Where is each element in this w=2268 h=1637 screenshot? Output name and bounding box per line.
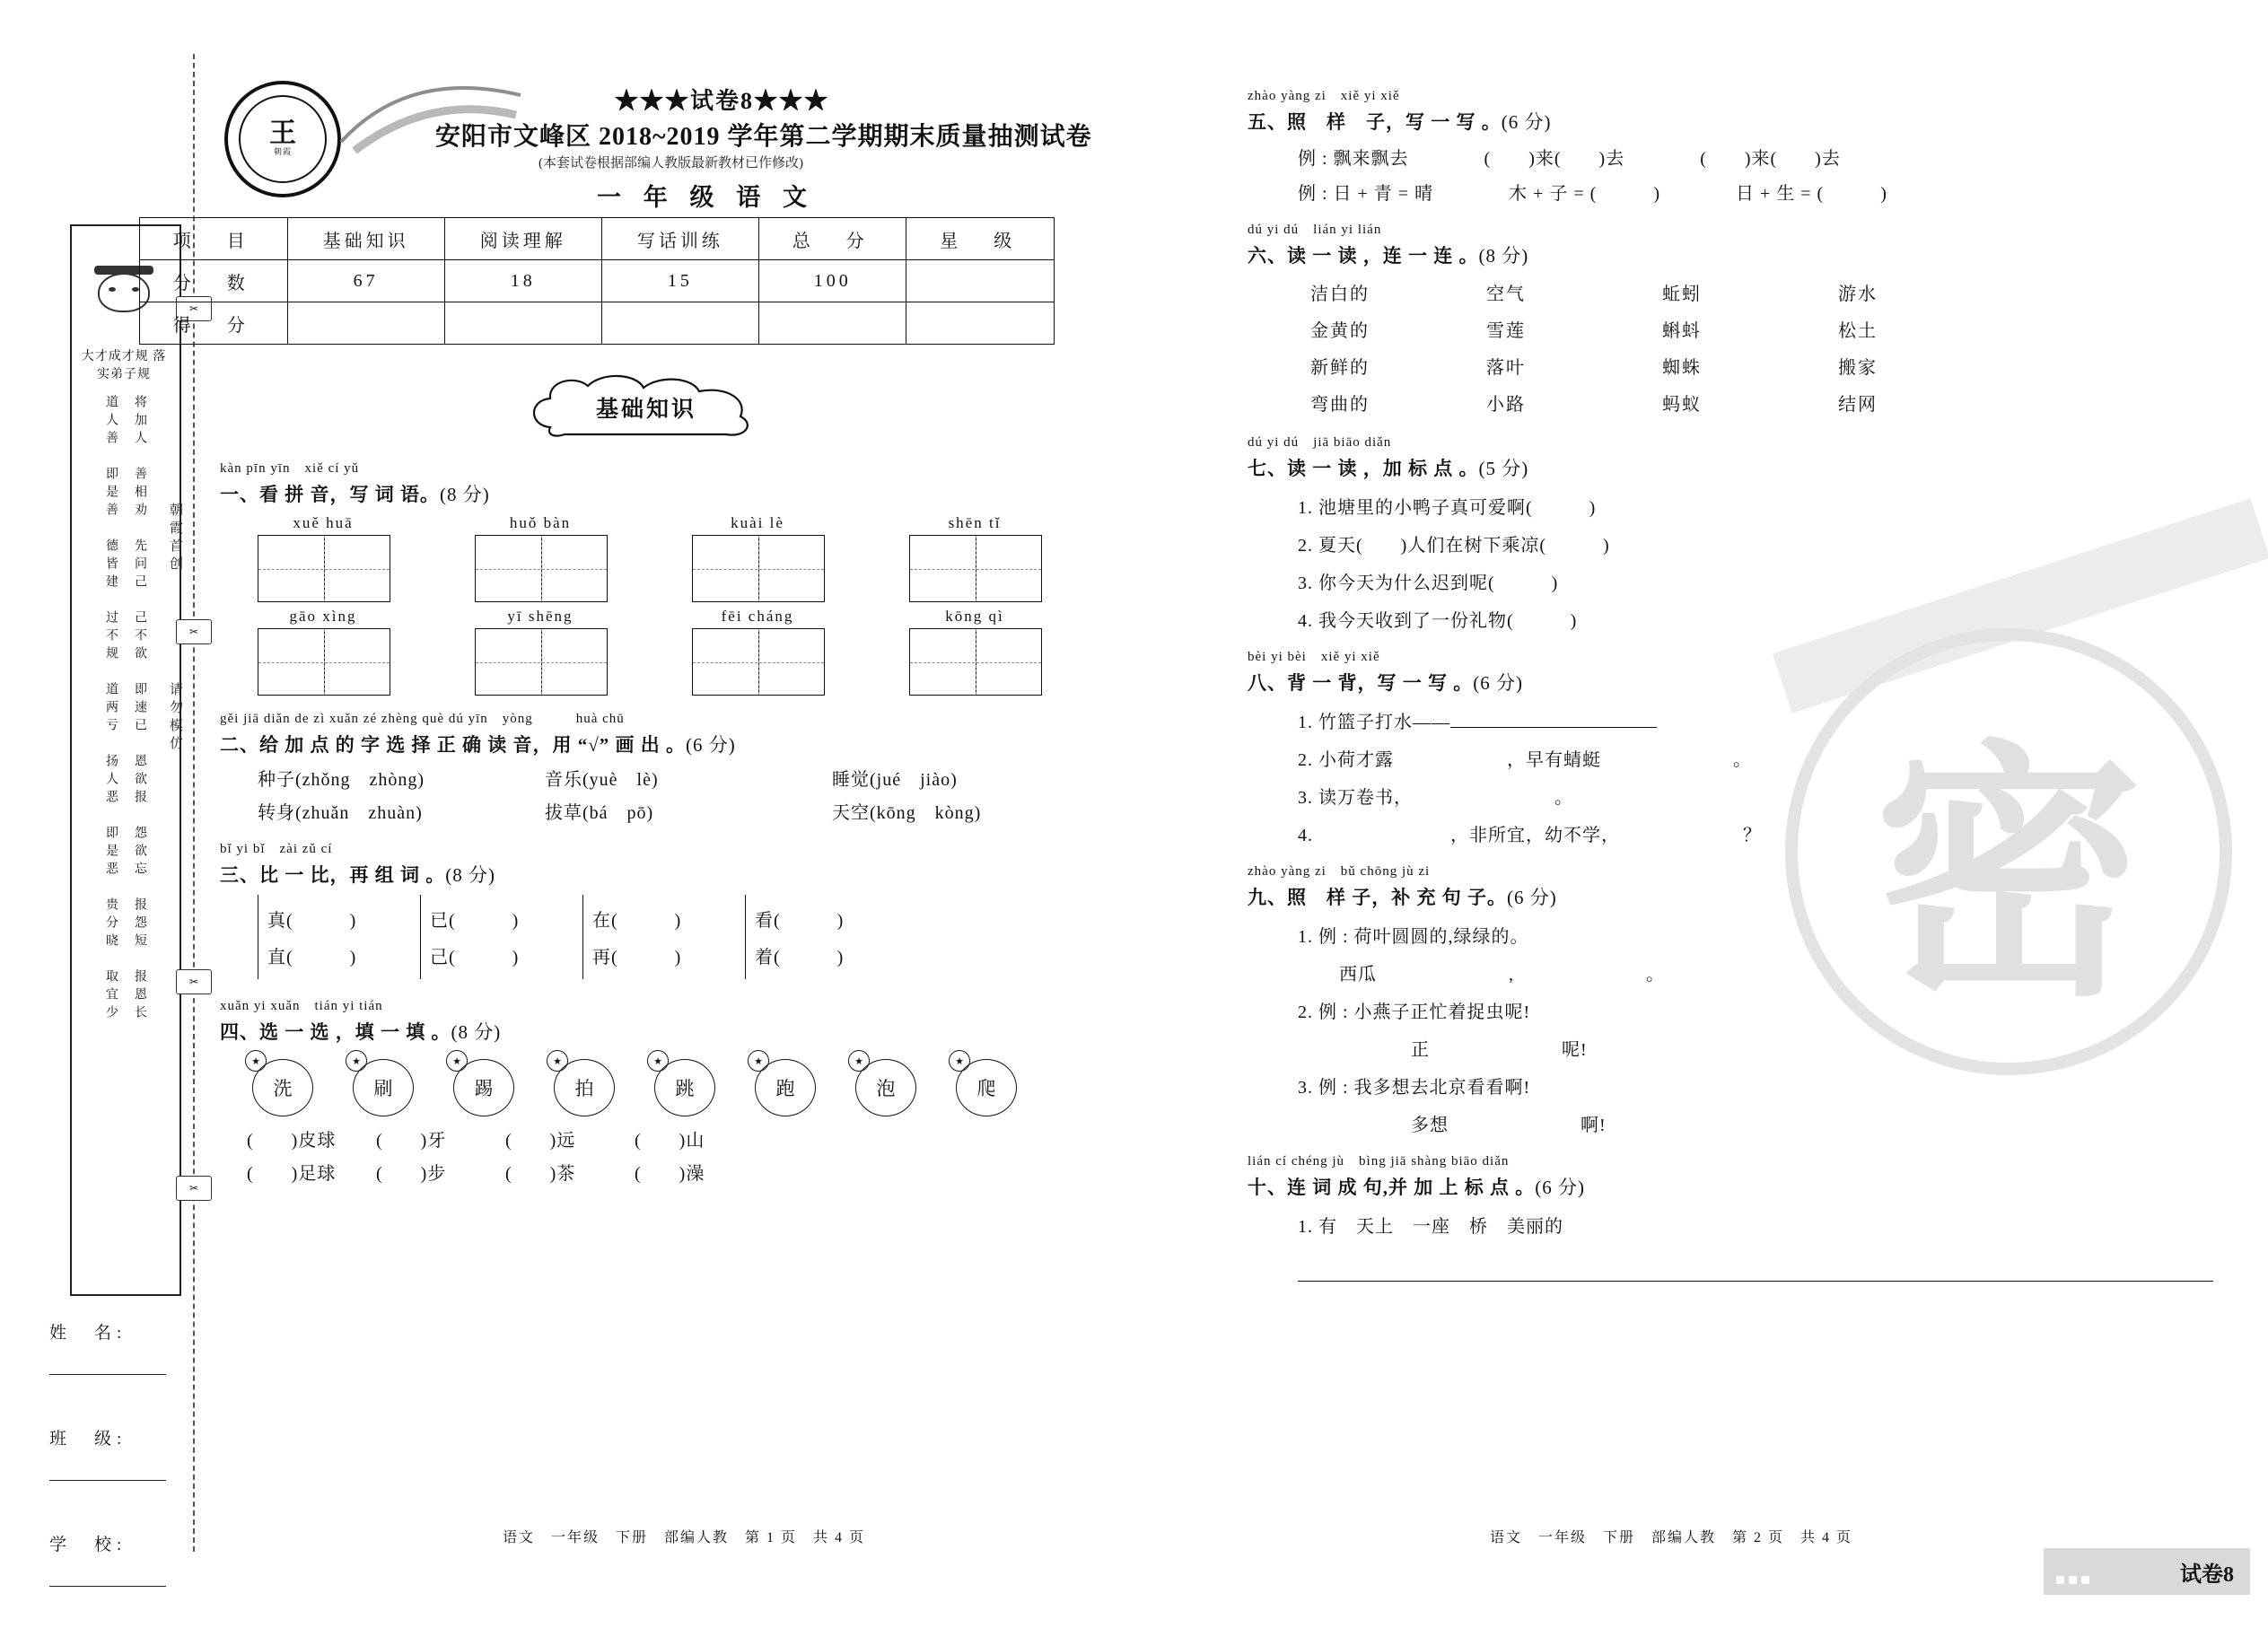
q8-item-1[interactable] xyxy=(1298,707,2235,733)
score-r3-4[interactable] xyxy=(758,302,906,345)
q1-pinyin-3: kuài lè xyxy=(731,514,784,531)
score-h-3: 写话训练 xyxy=(601,218,758,260)
student-fields xyxy=(49,1319,211,1637)
q1-cell-2[interactable] xyxy=(475,514,606,602)
q4-balloon-label-2: 刷 xyxy=(353,1059,414,1116)
strip-column-2: 道人善 即是善 德皆建 过不规 道两亏 扬人恶 即是恶 贵分晓 取宜少 xyxy=(104,395,118,1023)
q1-pinyin-7: fēi cháng xyxy=(721,608,794,625)
stamp-big-char: 王 xyxy=(269,118,296,148)
q1-pinyin-head: kàn pīn yīn xiě cí yǔ xyxy=(220,461,360,476)
field-name-label: 姓 名: xyxy=(49,1324,127,1343)
q3-group-2 xyxy=(420,895,582,979)
star-icon: ★ xyxy=(446,1050,468,1072)
q7-pinyin-head: dú yi dú jiā biāo diǎn xyxy=(1248,435,1392,450)
field-class[interactable] xyxy=(49,1425,211,1481)
q5-heading xyxy=(1248,108,2235,135)
q6-c-3[interactable]: 蜘蛛 xyxy=(1662,358,1702,378)
watermark-seal: 密 xyxy=(1785,628,2232,1075)
q8-heading-text: 八、背 一 背，写 一 写 。 xyxy=(1248,672,1474,694)
q9-item-1[interactable]: 1. 例 : 荷叶圆圆的,绿绿的。 xyxy=(1298,927,1529,947)
q4-blank-2[interactable]: ( )牙 xyxy=(376,1131,447,1151)
q3-heading-text: 三、比 一 比，再 组 词 。 xyxy=(220,864,446,886)
section-title: 基础知识 xyxy=(595,398,696,422)
q4-balloon-6[interactable] xyxy=(749,1054,821,1118)
q3-group-4 xyxy=(745,895,907,979)
table-row xyxy=(140,260,1055,302)
q3-item-7[interactable]: 看( ) xyxy=(755,911,845,931)
q7-item-1[interactable]: 1. 池塘里的小鸭子真可爱啊( ) xyxy=(1298,498,1597,518)
score-h-5: 星 级 xyxy=(906,218,1055,260)
q7-item-3[interactable]: 3. 你今天为什么迟到呢( ) xyxy=(1298,573,1559,593)
score-r2-2: 18 xyxy=(444,260,601,302)
score-r2-4: 100 xyxy=(758,260,906,302)
q4-balloon-label-5: 跳 xyxy=(654,1059,715,1116)
q6-d-2[interactable]: 松土 xyxy=(1838,321,1878,341)
q1-heading xyxy=(220,480,1216,507)
table-row xyxy=(1310,279,2235,305)
strip-motto: 大才成才规 落实弟子规 xyxy=(81,350,167,381)
table-row xyxy=(140,218,1055,260)
q4-balloons xyxy=(247,1054,1216,1118)
field-school-line[interactable] xyxy=(49,1555,166,1587)
tianzige-box[interactable] xyxy=(909,535,1042,602)
q2-row-2 xyxy=(258,798,1216,824)
q10-items xyxy=(1298,1212,2235,1298)
star-icon: ★ xyxy=(346,1050,367,1072)
q1-pinyin-6: yī shēng xyxy=(507,608,574,625)
tianzige-box[interactable] xyxy=(475,628,608,696)
q1-pinyin-1: xuě huā xyxy=(293,514,354,531)
q2-item-6[interactable]: 天空(kōng kòng) xyxy=(832,803,982,823)
field-school-label: 学 校: xyxy=(49,1536,127,1554)
score-r3-0: 得 分 xyxy=(140,302,288,345)
q1-cell-4[interactable] xyxy=(909,514,1040,602)
page-title: 安阳市文峰区 2018~2019 学年第二学期期末质量抽测试卷 xyxy=(435,123,1092,151)
section-banner xyxy=(220,368,1216,458)
q1-cell-1[interactable] xyxy=(258,514,389,602)
q6-b-2[interactable]: 雪莲 xyxy=(1486,321,1526,341)
q6-points: (8 分) xyxy=(1478,245,1529,267)
q4-pinyin-head: xuǎn yi xuǎn tián yi tián xyxy=(220,999,383,1013)
q4-balloon-8[interactable] xyxy=(950,1054,1022,1118)
q10-heading xyxy=(1248,1173,2235,1200)
q1-pinyin-5: gāo xìng xyxy=(289,608,357,625)
q7-item-4[interactable]: 4. 我今天收到了一份礼物( ) xyxy=(1298,611,1578,631)
q9-item-6[interactable]: 多想 啊! xyxy=(1298,1116,1607,1135)
q5-points: (6 分) xyxy=(1501,111,1552,133)
q1-pinyin-8: kōng qì xyxy=(945,608,1004,625)
q1-cell-8[interactable] xyxy=(909,608,1040,696)
tianzige-box[interactable] xyxy=(692,628,825,696)
cloud-shape-icon xyxy=(525,373,767,442)
q4-balloon-5[interactable] xyxy=(649,1054,721,1118)
q1-pinyin-4: shēn tǐ xyxy=(948,514,1002,531)
score-r2-3: 15 xyxy=(601,260,758,302)
q7-heading-text: 七、读 一 读 ，加 标 点 。 xyxy=(1248,458,1479,479)
q4-blank-8[interactable]: ( )澡 xyxy=(635,1164,705,1184)
q2-heading xyxy=(220,731,1216,757)
q4-blank-1[interactable]: ( )皮球 xyxy=(247,1131,337,1151)
q6-heading-text: 六、读 一 读 ，连 一 连 。 xyxy=(1248,245,1479,267)
question-8 xyxy=(1248,646,2235,846)
q1-cell-7[interactable] xyxy=(692,608,823,696)
q3-group-1 xyxy=(258,895,420,979)
field-class-line[interactable] xyxy=(49,1449,166,1481)
q4-balloon-label-8: 爬 xyxy=(956,1059,1017,1116)
q9-pinyin-head: zhào yàng zi bǔ chōng jù zi xyxy=(1248,864,1431,879)
strip-column-1: 将加人 善相劝 先问己 己不欲 即速已 恩欲报 怨欲忘 报怨短 报恩长 xyxy=(133,395,146,1023)
q8-item-3[interactable]: 3. 读万卷书， 。 xyxy=(1298,788,1573,808)
q6-d-3[interactable]: 搬家 xyxy=(1838,358,1878,378)
strip-columns xyxy=(75,395,174,1203)
q2-pinyin-head: gěi jiā diǎn de zì xuǎn zé zhèng què dú yīn yòng huà chū xyxy=(220,712,625,726)
q2-row-1 xyxy=(258,765,1216,791)
page-subtitle: (本套试卷根据部编人教版最新教材已作修改) xyxy=(539,156,803,171)
q6-c-2[interactable]: 蝌蚪 xyxy=(1662,321,1702,341)
q2-item-4[interactable]: 转身(zhuǎn zhuàn) xyxy=(258,803,423,823)
q2-item-5[interactable]: 拔草(bá pō) xyxy=(545,803,654,823)
question-5 xyxy=(1248,85,2235,205)
q6-a-2[interactable]: 金黄的 xyxy=(1310,321,1370,341)
table-row xyxy=(1310,390,2235,416)
q8-item-2[interactable]: 2. 小荷才露 ，早有蜻蜓 。 xyxy=(1298,750,1752,770)
q3-item-3[interactable]: 已( ) xyxy=(430,911,520,931)
q2-points: (6 分) xyxy=(686,734,736,756)
q1-heading-text: 一、看 拼 音，写 词 语。 xyxy=(220,484,440,505)
score-r2-5[interactable] xyxy=(906,260,1055,302)
q10-heading-text: 十、连 词 成 句,并 加 上 标 点 。 xyxy=(1248,1177,1536,1198)
star-icon: ★ xyxy=(245,1050,267,1072)
q8-item-1-text: 1. 竹篮子打水—— xyxy=(1298,713,1450,732)
tianzige-box[interactable] xyxy=(909,628,1042,696)
q6-heading xyxy=(1248,241,2235,268)
q4-blank-3[interactable]: ( )远 xyxy=(505,1131,576,1151)
score-r2-0: 分 数 xyxy=(140,260,288,302)
q3-item-5[interactable]: 在( ) xyxy=(592,911,682,931)
q1-row-2 xyxy=(258,608,1216,696)
q4-blank-4[interactable]: ( )山 xyxy=(635,1131,705,1151)
score-r3-1[interactable] xyxy=(287,302,444,345)
q6-b-4[interactable]: 小路 xyxy=(1486,395,1526,415)
q4-fill-row-1 xyxy=(247,1125,1216,1151)
question-4 xyxy=(220,995,1216,1185)
q8-points: (6 分) xyxy=(1473,672,1523,694)
q10-item-1[interactable]: 1. 有 天上 一座 桥 美丽的 xyxy=(1298,1217,1563,1237)
q7-heading xyxy=(1248,454,2235,481)
q3-heading xyxy=(220,861,1216,888)
q10-points: (6 分) xyxy=(1535,1177,1585,1198)
q6-d-4[interactable]: 结网 xyxy=(1838,395,1878,415)
star-icon: ★ xyxy=(949,1050,970,1072)
field-class-label: 班 级: xyxy=(49,1430,127,1449)
scissors-icon-2: ✂ xyxy=(176,619,212,644)
fold-text-1: 朝霞首创 xyxy=(168,503,182,574)
footer-left: 语文 一年级 下册 部编人教 第 1 页 共 4 页 xyxy=(503,1530,866,1545)
star-icon: ★ xyxy=(547,1050,568,1072)
q8-items xyxy=(1298,707,2235,846)
q4-balloon-label-4: 拍 xyxy=(554,1059,615,1116)
q4-blank-5[interactable]: ( )足球 xyxy=(247,1164,337,1184)
q4-balloon-label-3: 踢 xyxy=(453,1059,514,1116)
tianzige-box[interactable] xyxy=(475,535,608,602)
q9-items xyxy=(1298,922,2235,1136)
q3-pinyin-head: bǐ yi bǐ zài zǔ cí xyxy=(220,842,333,856)
q3-item-8[interactable]: 着( ) xyxy=(755,948,845,967)
q8-blank-1[interactable] xyxy=(1450,727,1657,728)
dots-icon xyxy=(2056,1566,2110,1577)
q8-item-4[interactable]: 4. ，非所宜，幼不学， ？ xyxy=(1298,826,1762,845)
tianzige-box[interactable] xyxy=(258,628,390,696)
stamp-small-char: 朝霞 xyxy=(273,146,292,156)
score-h-4: 总 分 xyxy=(758,218,906,260)
score-h-1: 基础知识 xyxy=(287,218,444,260)
score-h-2: 阅读理解 xyxy=(444,218,601,260)
q9-item-4[interactable]: 正 呢! xyxy=(1298,1040,1588,1060)
grade-subject: 一 年 级 语 文 xyxy=(597,184,815,211)
q3-item-2[interactable]: 直( ) xyxy=(267,948,357,967)
score-r3-3[interactable] xyxy=(601,302,758,345)
q1-cell-3[interactable] xyxy=(692,514,823,602)
q2-item-1[interactable]: 种子(zhǒng zhòng) xyxy=(258,770,425,790)
score-h-0: 项 目 xyxy=(140,218,288,260)
q9-heading-text: 九、照 样 子，补 充 句 子。 xyxy=(1248,887,1507,908)
score-r2-1: 67 xyxy=(287,260,444,302)
table-row xyxy=(1310,316,2235,342)
q3-item-6[interactable]: 再( ) xyxy=(592,948,682,967)
q6-c-1[interactable]: 蚯蚓 xyxy=(1662,285,1702,304)
q5-pinyin-head: zhào yàng zi xiě yi xiě xyxy=(1248,89,1400,103)
q3-item-1[interactable]: 真( ) xyxy=(267,911,357,931)
corner-badge-label: 试卷8 xyxy=(2180,1563,2234,1587)
q9-points: (6 分) xyxy=(1507,887,1557,908)
q4-balloon-label-7: 泡 xyxy=(855,1059,916,1116)
q8-pinyin-head: bèi yi bèi xiě yi xiě xyxy=(1248,650,1380,664)
q4-balloon-3[interactable] xyxy=(448,1054,520,1118)
scissors-icon-4: ✂ xyxy=(176,1176,212,1201)
q1-row-1 xyxy=(258,514,1216,602)
q9-item-3[interactable]: 2. 例 : 小燕子正忙着捉虫呢! xyxy=(1298,1002,1531,1022)
q6-a-1[interactable]: 洁白的 xyxy=(1310,285,1370,304)
q4-heading-text: 四、选 一 选 ，填 一 填 。 xyxy=(220,1021,451,1043)
q6-c-4[interactable]: 蚂蚁 xyxy=(1662,395,1702,415)
q10-answer-line[interactable] xyxy=(1298,1261,2213,1282)
corner-badge xyxy=(2044,1548,2250,1595)
q1-cell-6[interactable] xyxy=(475,608,606,696)
q2-item-2[interactable]: 音乐(yuè lè) xyxy=(545,770,659,790)
q4-heading xyxy=(220,1018,1216,1045)
q4-blank-6[interactable]: ( )步 xyxy=(376,1164,447,1184)
q6-b-1[interactable]: 空气 xyxy=(1486,285,1526,304)
publisher-stamp-icon xyxy=(224,81,341,197)
q7-items xyxy=(1298,493,2235,632)
right-column xyxy=(1248,85,2235,1298)
paper-header xyxy=(220,72,1216,211)
q6-pinyin-head: dú yi dú lián yi lián xyxy=(1248,223,1382,237)
q6-a-3[interactable]: 新鲜的 xyxy=(1310,358,1370,378)
tianzige-box[interactable] xyxy=(258,535,390,602)
q4-blank-7[interactable]: ( )茶 xyxy=(505,1164,576,1184)
question-6 xyxy=(1248,219,2235,416)
table-row xyxy=(1310,353,2235,379)
q4-fill-row-2 xyxy=(247,1159,1216,1185)
q1-cell-5[interactable] xyxy=(258,608,389,696)
star-icon: ★ xyxy=(748,1050,769,1072)
q4-points: (8 分) xyxy=(451,1021,502,1043)
q9-item-5[interactable]: 3. 例 : 我多想去北京看看啊! xyxy=(1298,1078,1531,1098)
score-table xyxy=(139,217,1055,345)
paper-number: ★★★试卷8★★★ xyxy=(615,88,830,114)
field-name-line[interactable] xyxy=(49,1344,166,1375)
q7-item-2[interactable]: 2. 夏天( )人们在树下乘凉( ) xyxy=(1298,536,1610,556)
q4-balloon-2[interactable] xyxy=(347,1054,419,1118)
q2-heading-text: 二、给 加 点 的 字 选 择 正 确 读 音，用 “√” 画 出 。 xyxy=(220,734,687,756)
table-row xyxy=(140,302,1055,345)
question-7 xyxy=(1248,432,2235,632)
question-2 xyxy=(220,708,1216,824)
tianzige-box[interactable] xyxy=(692,535,825,602)
q8-heading xyxy=(1248,669,2235,696)
q4-balloon-label-6: 跑 xyxy=(755,1059,816,1116)
star-icon: ★ xyxy=(848,1050,870,1072)
q3-group-3 xyxy=(582,895,745,979)
q3-groups xyxy=(258,895,1216,979)
field-school[interactable] xyxy=(49,1531,211,1587)
q5-example-2[interactable]: 例 : 日 + 青 = 晴 木 + 子 = ( ) 日 + 生 = ( ) xyxy=(1298,184,1887,204)
q4-balloon-7[interactable] xyxy=(850,1054,922,1118)
q6-match-grid xyxy=(1310,279,2235,416)
question-1 xyxy=(220,458,1216,696)
field-name[interactable] xyxy=(49,1319,211,1375)
q2-item-3[interactable]: 睡觉(jué jiào) xyxy=(832,770,958,790)
q3-points: (8 分) xyxy=(445,864,495,886)
scissors-icon-1: ✂ xyxy=(176,296,212,321)
q3-item-4[interactable]: 己( ) xyxy=(430,948,520,967)
q4-balloon-1[interactable] xyxy=(247,1054,319,1118)
question-9 xyxy=(1248,861,2235,1136)
q4-balloon-label-1: 洗 xyxy=(252,1059,313,1116)
footer-right: 语文 一年级 下册 部编人教 第 2 页 共 4 页 xyxy=(1490,1530,1853,1545)
q4-balloon-4[interactable] xyxy=(548,1054,620,1118)
fold-text-2: 请勿模仿 xyxy=(168,682,182,754)
q1-points: (8 分) xyxy=(440,484,490,505)
score-r3-2[interactable] xyxy=(444,302,601,345)
q10-pinyin-head: lián cí chéng jù bìng jiā shàng biāo diǎn xyxy=(1248,1154,1510,1169)
q5-heading-text: 五、照 样 子，写 一 写 。 xyxy=(1248,111,1502,133)
question-3 xyxy=(220,838,1216,979)
q1-pinyin-2: huǒ bàn xyxy=(509,514,572,531)
star-icon: ★ xyxy=(647,1050,669,1072)
scissors-icon-3: ✂ xyxy=(176,969,212,994)
q9-item-2[interactable]: 西瓜 , 。 xyxy=(1339,965,1665,985)
q9-heading xyxy=(1248,883,2235,910)
q6-d-1[interactable]: 游水 xyxy=(1838,285,1878,304)
q6-b-3[interactable]: 落叶 xyxy=(1486,358,1526,378)
q7-points: (5 分) xyxy=(1478,458,1529,479)
q6-a-4[interactable]: 弯曲的 xyxy=(1310,395,1370,415)
q5-example-1[interactable]: 例 : 飘来飘去 ( )来( )去 ( )来( )去 xyxy=(1298,149,1841,169)
question-10 xyxy=(1248,1151,2235,1298)
score-r3-5[interactable] xyxy=(906,302,1055,345)
